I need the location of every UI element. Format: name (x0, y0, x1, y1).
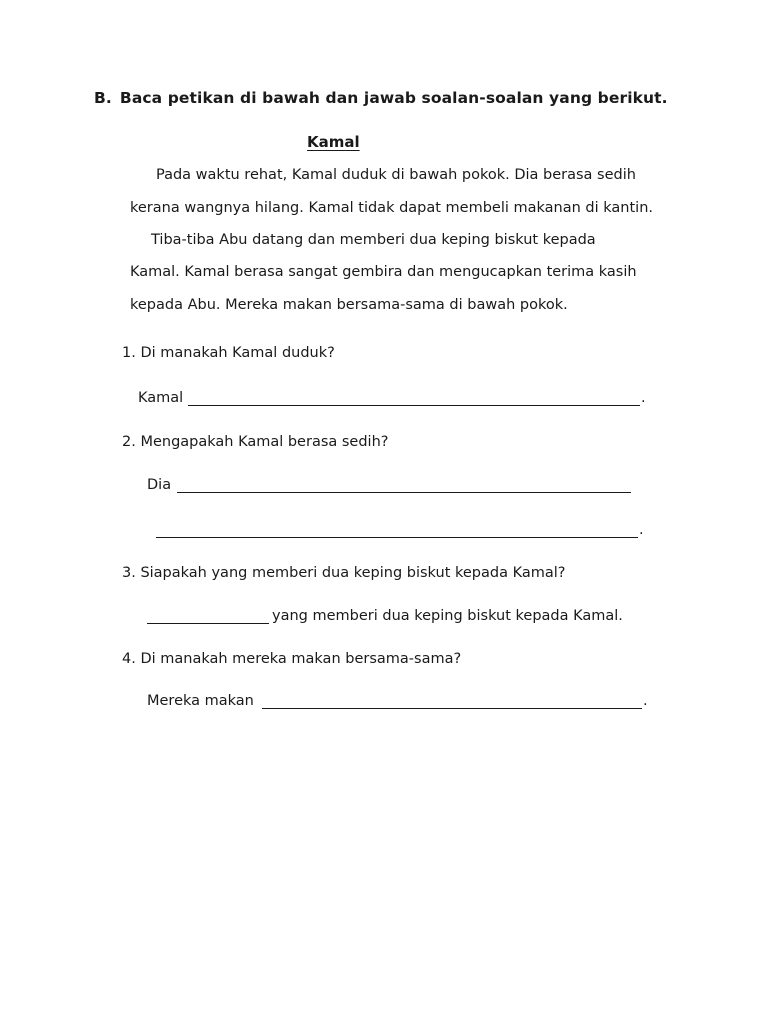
passage-line: kerana wangnya hilang. Kamal tidak dapat membeli makanan di kantin. (130, 200, 653, 216)
answer-4-prefix: Mereka makan (147, 693, 254, 709)
section-label: B. (94, 89, 112, 107)
passage-line: Pada waktu rehat, Kamal duduk di bawah pokok. Dia berasa sedih (156, 167, 636, 183)
answer-4-blank[interactable] (262, 708, 642, 709)
answer-2-blank-line-2[interactable] (156, 537, 638, 538)
passage-line: Kamal. Kamal berasa sangat gembira dan mengucapkan terima kasih (130, 264, 637, 280)
answer-3-blank[interactable] (147, 623, 269, 624)
question-1: 1. Di manakah Kamal duduk? (122, 345, 335, 361)
section-instruction (94, 89, 668, 107)
question-2: 2. Mengapakah Kamal berasa sedih? (122, 434, 389, 450)
answer-1-blank[interactable] (188, 405, 640, 406)
answer-3-suffix: yang memberi dua keping biskut kepada Kamal. (272, 608, 623, 624)
instruction-text: Baca petikan di bawah dan jawab soalan-soalan yang berikut. (119, 89, 668, 107)
question-4: 4. Di manakah mereka makan bersama-sama? (122, 651, 462, 667)
story-title: Kamal (307, 133, 360, 151)
answer-2-prefix: Dia (147, 477, 172, 493)
question-3: 3. Siapakah yang memberi dua keping biskut kepada Kamal? (122, 565, 566, 581)
passage-line: kepada Abu. Mereka makan bersama-sama di bawah pokok. (130, 297, 568, 313)
answer-1-end: . (641, 390, 646, 406)
answer-4-end: . (643, 693, 648, 709)
answer-2-blank-line-1[interactable] (177, 492, 631, 493)
answer-2-end: . (639, 522, 644, 538)
answer-1-prefix: Kamal (138, 390, 184, 406)
passage-line: Tiba-tiba Abu datang dan memberi dua keping biskut kepada (151, 232, 596, 248)
